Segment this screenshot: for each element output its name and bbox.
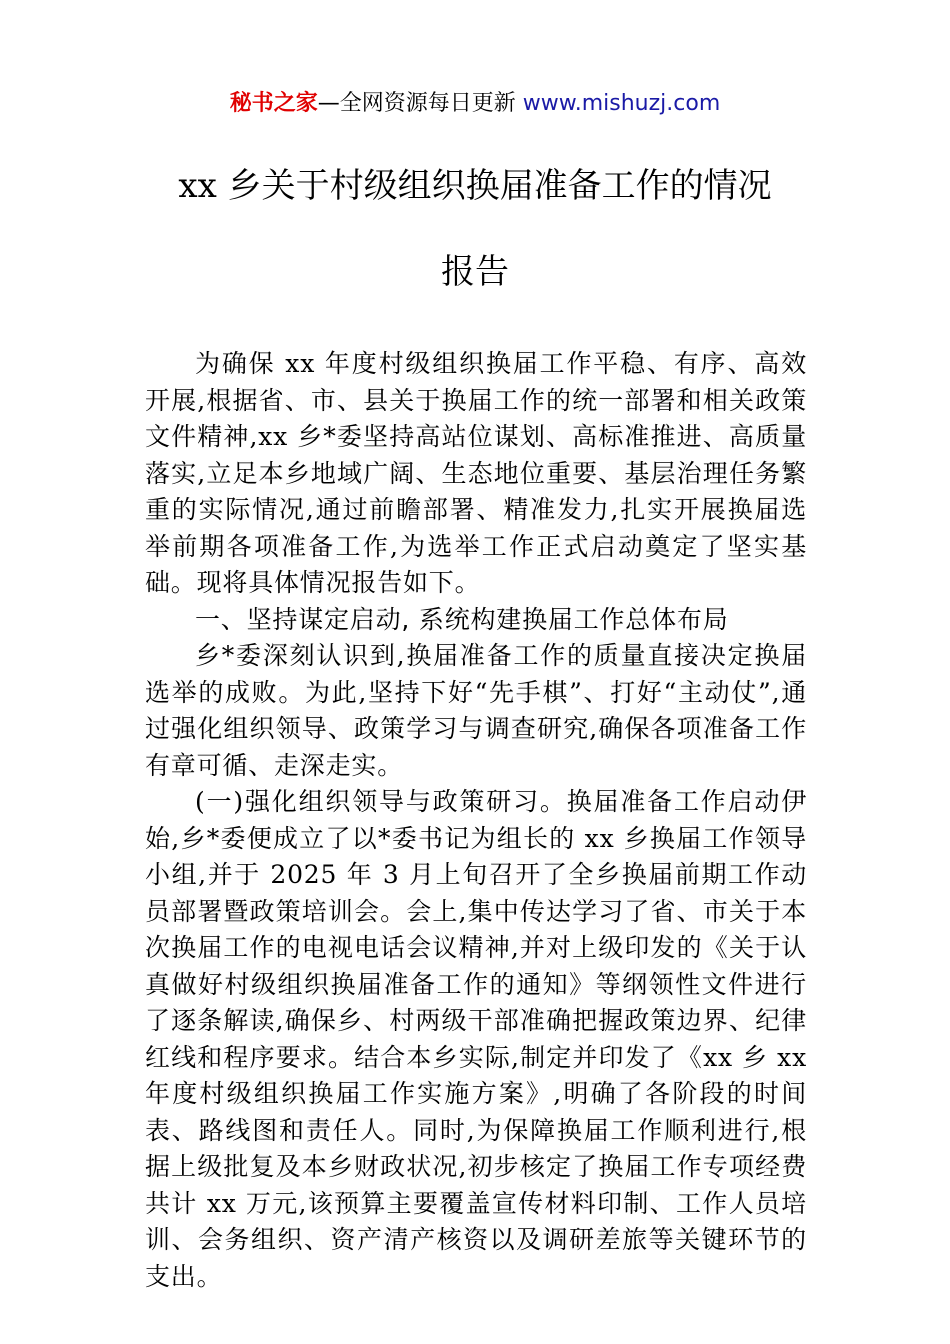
site-header <box>0 88 950 120</box>
site-brand: 秘书之家 <box>229 91 318 116</box>
site-url-link[interactable]: www.mishuzj.com <box>522 91 721 116</box>
section-heading-1: 一、坚持谋定启动, 系统构建换届工作总体布局 <box>195 604 729 634</box>
intro-paragraph: 为确保 xx 年度村级组织换届工作平稳、有序、高效开展,根据省、市、县关于换届工作的统一部署和相关政策文件精神,xx 乡*委坚持高站位谋划、高标准推进、高质量落实,立足本乡地域广阔、生态地位重要、基层治理任务繁重的实际情况,通过前瞻部署、精准发力,扎实开展换届选举前期各项准备工作,为选举工作正式启动奠定了坚实基础。现将具体情况报告如下。 <box>145 349 807 597</box>
subsection-1-paragraph: (一)强化组织领导与政策研习。换届准备工作启动伊始,乡*委便成立了以*委书记为组长的 xx 乡换届工作领导小组,并于 2025 年 3 月上旬召开了全乡换届前期工作动员部署暨政策培训会。会上,集中传达学习了省、市关于本次换届工作的电视电话会议精神,并对上级印发的《关于认真做好村级组织换届准备工作的通知》等纲领性文件进行了逐条解读,确保乡、村两级干部准确把握政策边界、纪律红线和程序要求。结合本乡实际,制定并印发了《xx 乡 xx 年度村级组织换届工作实施方案》,明确了各阶段的时间表、路线图和责任人。同时,为保障换届工作顺利进行,根据上级批复及本乡财政状况,初步核定了换届工作专项经费共计 xx 万元,该预算主要覆盖宣传材料印制、工作人员培训、会务组织、资产清产核资以及调研差旅等关键环节的支出。 <box>145 787 807 1291</box>
section-1-paragraph: 乡*委深刻认识到,换届准备工作的质量直接决定换届选举的成败。为此,坚持下好“先手棋”、打好“主动仗”,通过强化组织领导、政策学习与调查研究,确保各项准备工作有章可循、走深走实。 <box>145 641 807 780</box>
document-title-line-1: xx 乡关于村级组织换届准备工作的情况 <box>178 166 772 206</box>
document-title <box>0 160 950 298</box>
document-body <box>145 346 807 1295</box>
document-title-line-2: 报告 <box>441 252 509 292</box>
site-tagline: —全网资源每日更新 <box>317 91 516 116</box>
